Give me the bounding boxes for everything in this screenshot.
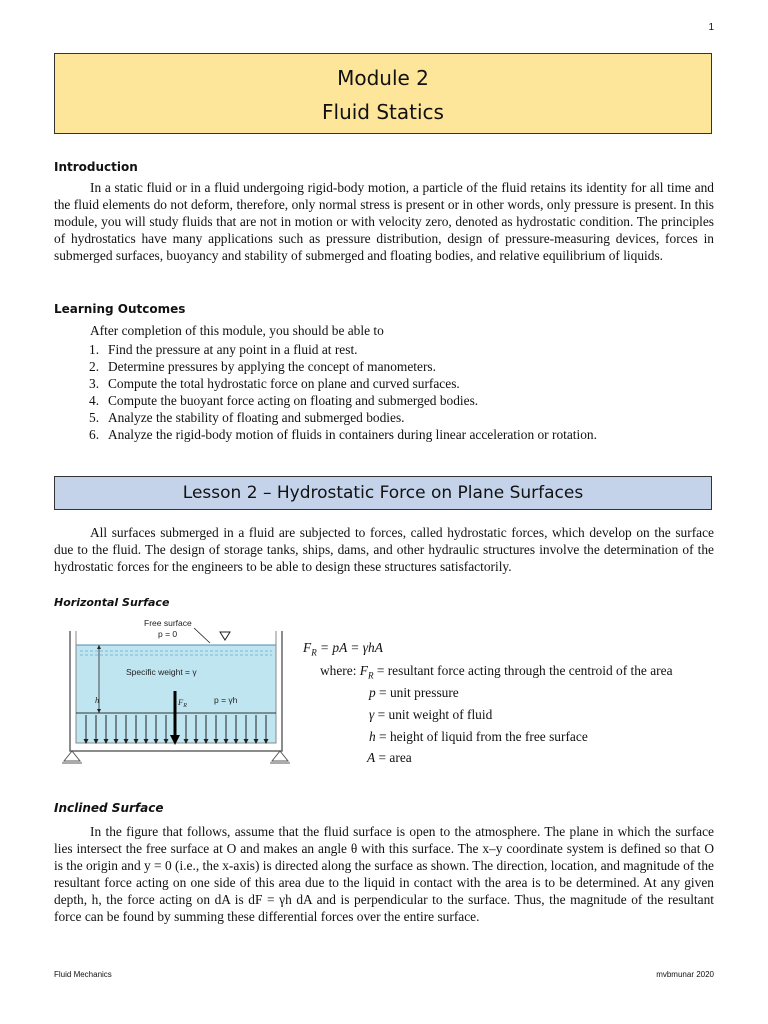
introduction-heading: Introduction <box>54 160 138 174</box>
specific-weight-label: Specific weight = γ <box>126 667 197 677</box>
list-item: 5. Analyze the stability of floating and submerged bodies. <box>89 410 405 425</box>
learning-outcomes-lead: After completion of this module, you should be able to <box>90 323 384 338</box>
module-title: Module 2 <box>337 66 429 90</box>
footer-right: mvbmunar 2020 <box>656 970 714 979</box>
definition-item: h = height of liquid from the free surface <box>369 729 588 744</box>
definition-item: A = area <box>367 750 412 765</box>
definition-item: γ = unit weight of fluid <box>369 707 493 722</box>
left-support <box>64 751 80 761</box>
list-item: 1. Find the pressure at any point in a fluid at rest. <box>89 342 358 357</box>
list-item: 2. Determine pressures by applying the concept of manometers. <box>89 359 436 374</box>
learning-outcomes-list <box>89 341 729 443</box>
list-item: 6. Analyze the rigid-body motion of fluids in containers during linear acceleration or rotation. <box>89 427 597 442</box>
introduction-paragraph: In a static fluid or in a fluid undergoing rigid-body motion, a particle of the fluid retains its identity for all time and the fluid elements do not deform, therefore, only normal stress is present or in other words, only pressure is present. In this module, you will study fluids that are not in motion or with velocity zero, denoted as hydrostatic condition. The principles of hydrostatics have many applications such as pressure distribution, design of pressure-measuring devices, forces in submerged surfaces, buoyancy and stability of submerged and floating bodies, and relative equilibrium of liquids. <box>54 180 714 263</box>
h-label: h <box>95 695 100 705</box>
horizontal-surface-heading: Horizontal Surface <box>54 596 170 609</box>
inclined-surface-paragraph: In the figure that follows, assume that the fluid surface is open to the atmosphere. The plane in which the surface lies intersect the free surface at O and makes an angle θ with this surface. The x–y coordinate system is defined so that O is the origin and y = 0 (i.e., the x-axis) is directed along the surface as shown. The direction, location, and magnitude of the resultant force acting on one side of this area due to the liquid in contact with the area is to be determined. At any given depth, h, the force acting on dA is dF = γh dA and is perpendicular to the surface. Thus, the magnitude of the resultant force can be found by summing these differential forces over the entire surface. <box>54 824 714 924</box>
free-surface-leader <box>194 628 210 643</box>
right-support <box>272 751 288 761</box>
p-zero-label: p = 0 <box>158 629 178 639</box>
free-surface-label: Free surface <box>144 618 192 628</box>
where-definition: where: $F_R$ = resultant force acting through the centroid of the area <box>320 663 673 681</box>
module-subtitle: Fluid Statics <box>322 100 444 124</box>
list-item: 3. Compute the total hydrostatic force on plane and curved surfaces. <box>89 376 460 391</box>
definition-item: p = unit pressure <box>369 685 459 700</box>
fr-label: $F_R$ <box>178 697 187 709</box>
footer-left: Fluid Mechanics <box>54 970 112 979</box>
page-number: 1 <box>708 22 714 33</box>
free-surface-symbol <box>220 632 230 640</box>
module-title-box <box>54 53 712 134</box>
horizontal-surface-figure <box>62 615 292 783</box>
inclined-surface-heading: Inclined Surface <box>54 801 164 815</box>
lesson-title-box: Lesson 2 – Hydrostatic Force on Plane Surfaces <box>54 476 712 510</box>
list-item: 4. Compute the buoyant force acting on floating and submerged bodies. <box>89 393 479 408</box>
lesson-intro-paragraph: All surfaces submerged in a fluid are subjected to forces, called hydrostatic forces, which develop on the surface due to the fluid. The design of storage tanks, ships, dams, and other hydraulic structures involve the determination of the hydrostatic forces for the engineers to be able to design these structures satisfactorily. <box>54 525 714 574</box>
hydrostatic-force-equation: $F_R$ = pA = γhA <box>303 640 383 658</box>
p-gamma-h-label: p = γh <box>214 695 238 705</box>
learning-outcomes-heading: Learning Outcomes <box>54 302 186 316</box>
